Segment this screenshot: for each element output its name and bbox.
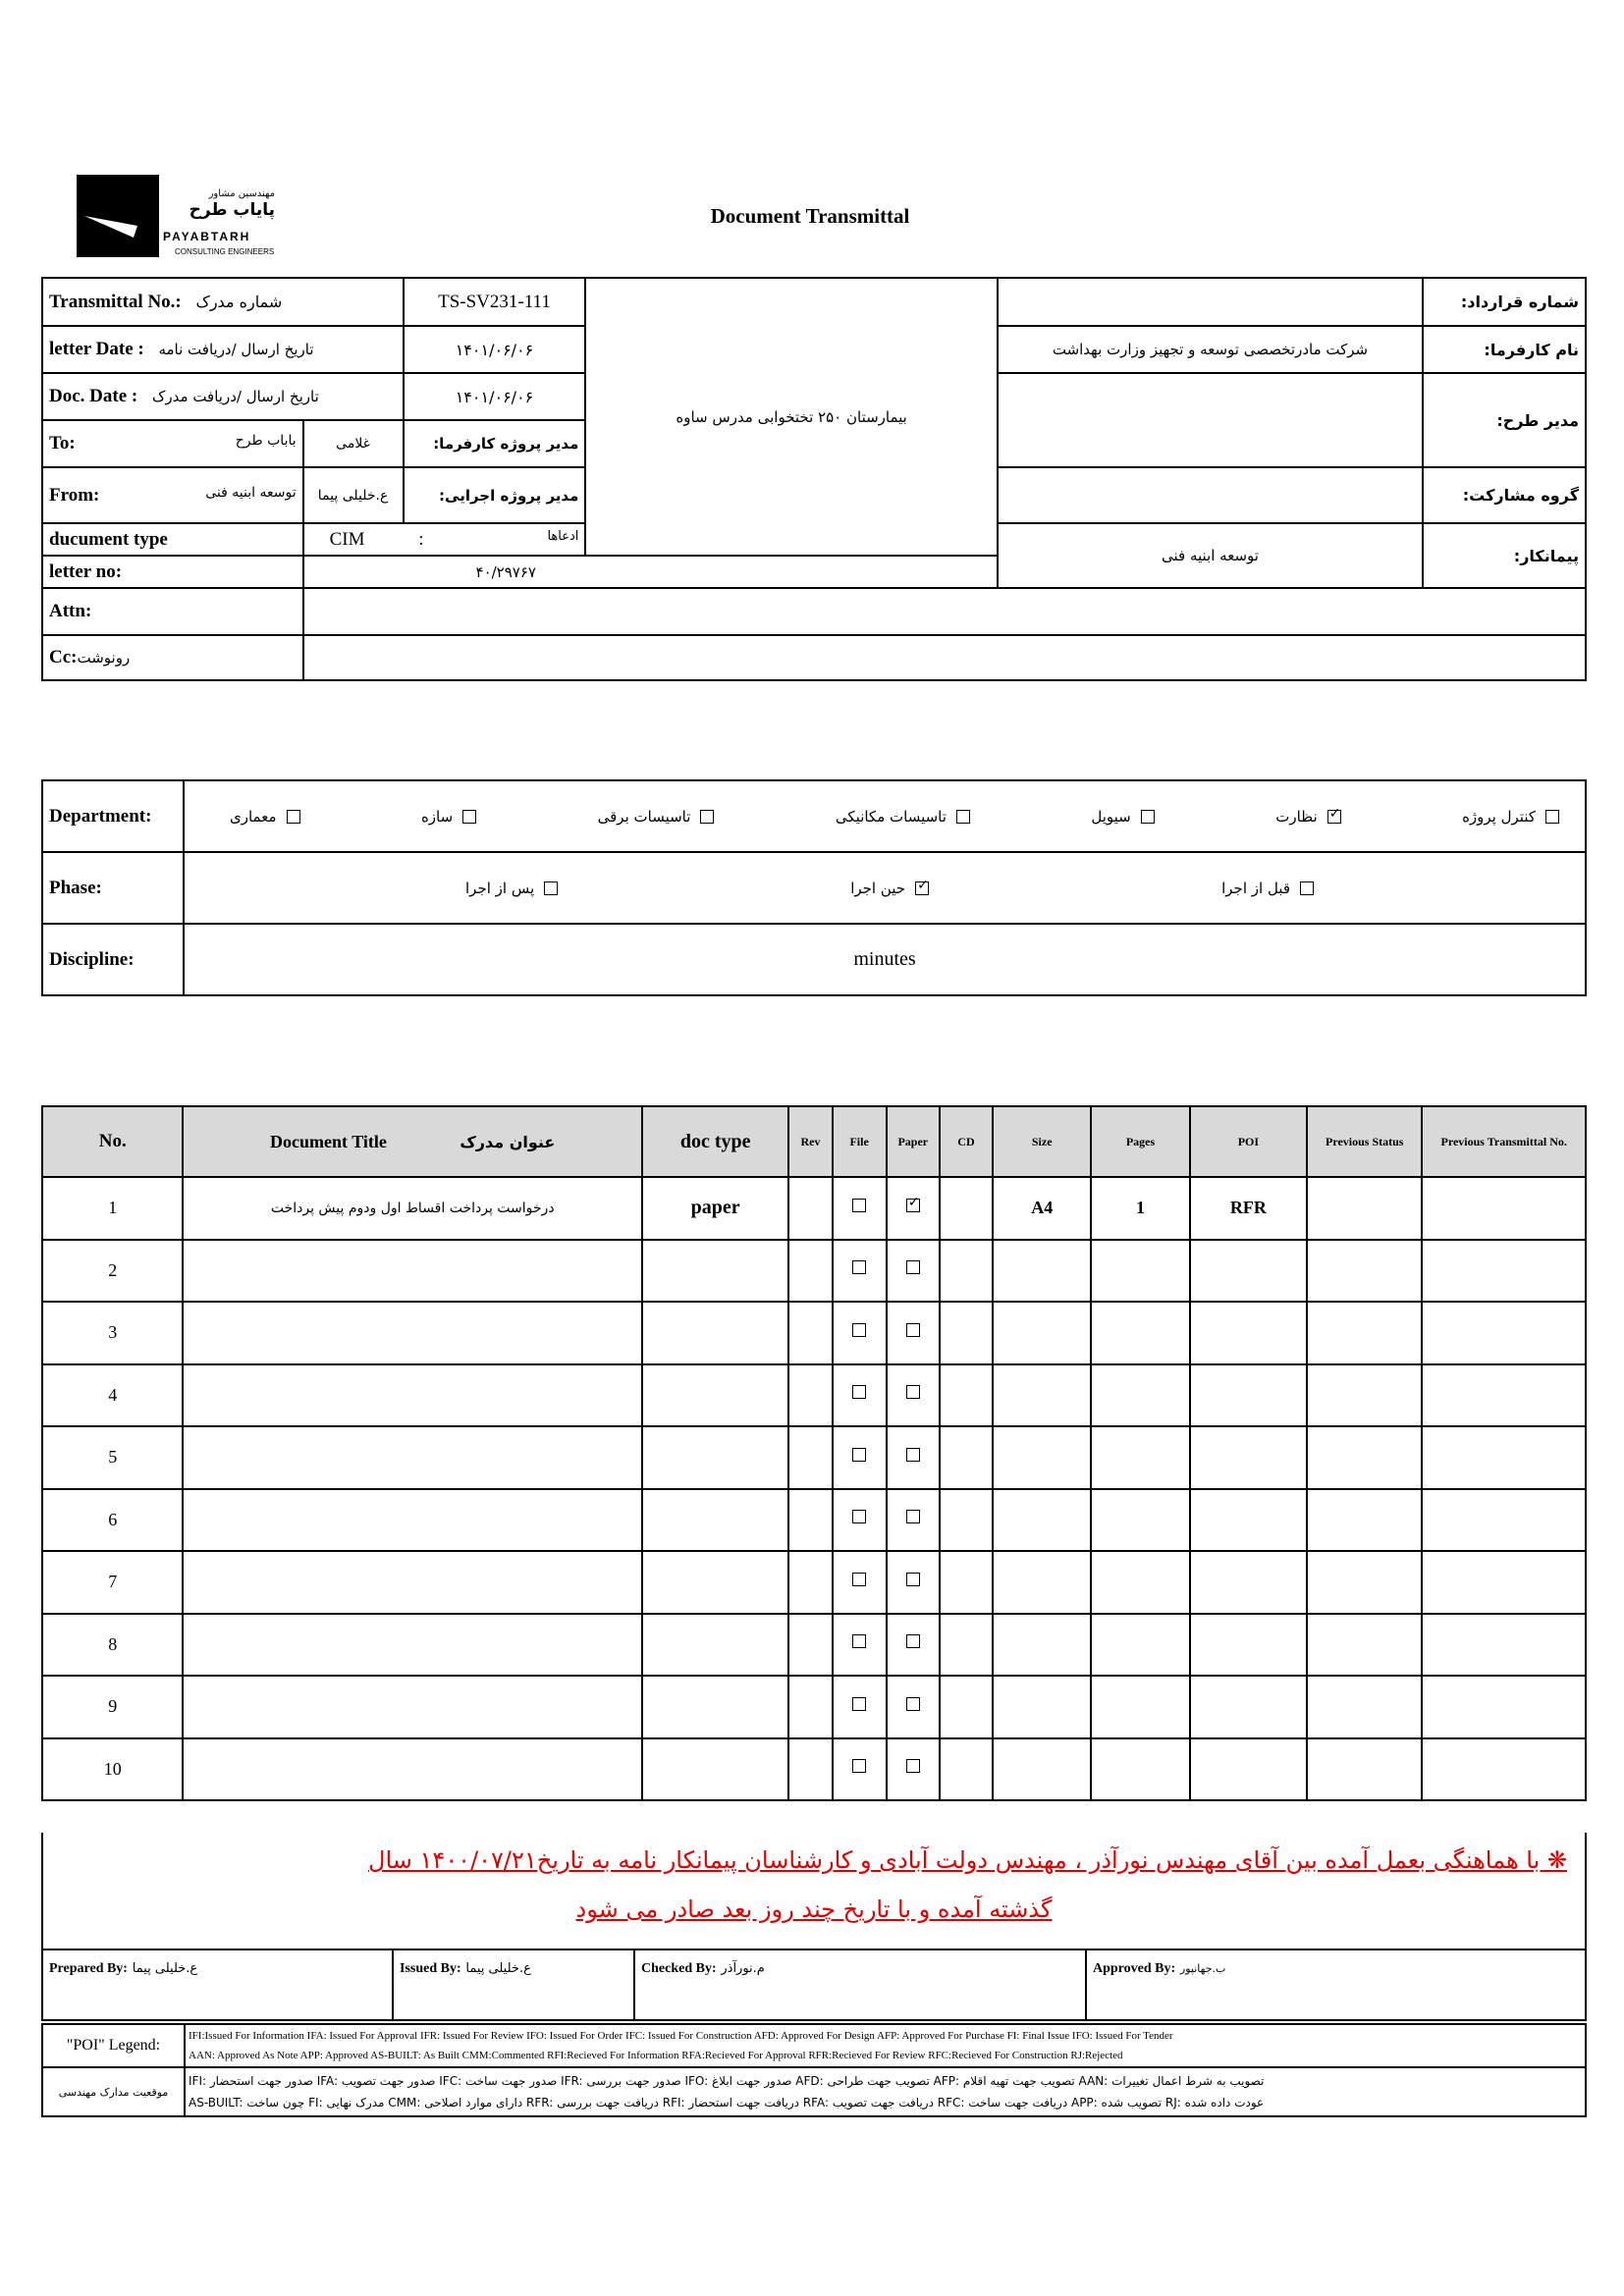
employer-label: نام کارفرما: [1423, 326, 1586, 373]
row-prev-transmittal [1422, 1614, 1586, 1677]
row-doc-type [642, 1738, 788, 1801]
approved-label: Approved By: [1093, 1961, 1176, 1976]
row-rev [788, 1551, 832, 1614]
row-cd [940, 1614, 993, 1677]
row-pages [1091, 1738, 1189, 1801]
row-no: 4 [42, 1364, 183, 1427]
col-size: Size [993, 1106, 1091, 1177]
row-title [183, 1240, 641, 1303]
contract-no-label: شماره قرارداد: [1423, 278, 1586, 326]
row-poi: RFR [1190, 1177, 1307, 1240]
transmittal-no-label-fa: شماره مدرک [195, 292, 283, 311]
phase-options [184, 852, 1586, 924]
row-poi [1190, 1551, 1307, 1614]
row-no: 8 [42, 1614, 183, 1677]
issued-value: ع.خلیلی پیما [465, 1961, 531, 1976]
row-doc-type [642, 1302, 788, 1364]
row-size [993, 1240, 1091, 1303]
col-title-fa: عنوان مدرک [460, 1132, 556, 1151]
phase-checkbox[interactable] [915, 881, 929, 895]
poi-legend-line-1: IFI:Issued For Information IFA: Issued For Approval IFR: Issued For Review IFO: Issued For Order IFC: Issued For Construction AFD: Approved For Design AFP: Approved For Purchase FI: Final Issue IFO: Issued For Tender [189, 2030, 1173, 2042]
file-checkbox[interactable] [852, 1199, 866, 1212]
row-file [833, 1302, 887, 1364]
row-doc-type: paper [642, 1177, 788, 1240]
company-logo [77, 175, 283, 263]
page-title: Document Transmittal [710, 204, 910, 228]
project-name: بیمارستان ۲۵۰ تختخوابی مدرس ساوه [585, 278, 997, 556]
cc-cell [42, 635, 303, 680]
phase-option[interactable] [850, 880, 929, 897]
row-prev-transmittal [1422, 1177, 1586, 1240]
paper-checkbox[interactable] [906, 1199, 920, 1212]
row-file [833, 1240, 887, 1303]
row-cd [940, 1302, 993, 1364]
letter-no-label: letter no: [42, 556, 303, 588]
table-row [42, 1302, 1586, 1364]
cc-label: Cc: [49, 647, 78, 667]
department-option-label: تاسیسات مکانیکی [835, 807, 947, 826]
row-size [993, 1738, 1091, 1801]
department-option[interactable] [230, 808, 300, 826]
phase-option-label: حین اجرا [850, 879, 906, 897]
letter-date-label-cell [42, 326, 404, 373]
row-no: 9 [42, 1676, 183, 1738]
from-label: From: [49, 484, 100, 506]
col-paper: Paper [887, 1106, 940, 1177]
department-checkbox[interactable] [1141, 810, 1155, 824]
file-checkbox[interactable] [852, 1260, 866, 1274]
row-cd [940, 1676, 993, 1738]
discipline-label: Discipline: [42, 924, 184, 995]
table-row [42, 1676, 1586, 1738]
doc-date-label-fa: تاریخ ارسال /دریافت مدرک [151, 388, 319, 405]
client-pm-value: غلامی [303, 420, 404, 467]
row-prev-status [1307, 1551, 1422, 1614]
department-option[interactable] [1275, 808, 1340, 826]
row-title [183, 1738, 641, 1801]
row-prev-status [1307, 1738, 1422, 1801]
row-rev [788, 1738, 832, 1801]
col-doc-type: doc type [642, 1106, 788, 1177]
row-pages [1091, 1426, 1189, 1489]
row-prev-status [1307, 1489, 1422, 1552]
file-checkbox[interactable] [852, 1573, 866, 1586]
row-prev-status [1307, 1240, 1422, 1303]
to-value: باباب طرح [235, 433, 297, 449]
row-doc-type [642, 1489, 788, 1552]
row-no: 1 [42, 1177, 183, 1240]
row-paper [887, 1302, 940, 1364]
department-options [184, 780, 1586, 852]
department-checkbox[interactable] [700, 810, 714, 824]
checked-by [634, 1949, 1086, 2020]
prepared-by [42, 1949, 393, 2020]
row-poi [1190, 1489, 1307, 1552]
prepared-value: ع.خلیلی پیما [132, 1961, 198, 1976]
transmittal-no-label-cell [42, 278, 404, 326]
poi-legend-line-4: AS-BUILT: چون ساخت FI: مدرک نهایی CMM: دارای موارد اصلاحی RFR: دریافت جهت بررسی RFI: دریافت جهت استحضار RFA: دریافت جهت تصویب RFC: دریافت جهت ساخت APP: تصویب شده RJ: عودت داده شده [189, 2096, 1265, 2109]
note-line-1: ❋ با هماهنگی بعمل آمده بین آقای مهندس نورآذر ، مهندس دولت آبادی و کارشناسان پیمانکار نامه به تاریخ۱۴۰۰/۰۷/۲۱ سال [368, 1846, 1567, 1874]
department-option-label: تاسیسات برقی [597, 807, 691, 826]
checked-value: م.نورآذر [721, 1961, 765, 1976]
row-paper [887, 1551, 940, 1614]
row-size [993, 1551, 1091, 1614]
row-pages [1091, 1614, 1189, 1677]
row-prev-status [1307, 1364, 1422, 1427]
attn-label: Attn: [42, 588, 303, 635]
row-file [833, 1551, 887, 1614]
paper-checkbox[interactable] [906, 1448, 920, 1462]
department-option-label: سیویل [1091, 807, 1131, 826]
row-prev-transmittal [1422, 1551, 1586, 1614]
department-checkbox[interactable] [1545, 810, 1559, 824]
row-rev [788, 1614, 832, 1677]
header-table [41, 277, 1587, 681]
row-pages: 1 [1091, 1177, 1189, 1240]
row-prev-status [1307, 1177, 1422, 1240]
row-size [993, 1426, 1091, 1489]
row-no: 3 [42, 1302, 183, 1364]
contract-no-value [998, 278, 1423, 326]
row-no: 6 [42, 1489, 183, 1552]
file-checkbox[interactable] [852, 1759, 866, 1773]
designer-value [998, 373, 1423, 467]
col-pages: Pages [1091, 1106, 1189, 1177]
department-option[interactable] [598, 808, 715, 826]
phase-option-label: قبل از اجرا [1221, 879, 1290, 897]
row-paper [887, 1489, 940, 1552]
doc-type-label: ducument type [42, 523, 303, 556]
row-pages [1091, 1489, 1189, 1552]
row-rev [788, 1177, 832, 1240]
employer-value: شرکت مادرتخصصی توسعه و تجهیز وزارت بهداشت [998, 326, 1423, 373]
table-row [42, 1489, 1586, 1552]
phase-label: Phase: [42, 852, 184, 924]
table-row [42, 1614, 1586, 1677]
issued-label: Issued By: [400, 1961, 461, 1976]
phase-option-label: پس از اجرا [465, 879, 535, 897]
row-prev-status [1307, 1676, 1422, 1738]
logo-company-fa: مهندسین مشاور [208, 188, 275, 199]
doc-date-label: Doc. Date : [49, 386, 138, 406]
row-rev [788, 1676, 832, 1738]
row-cd [940, 1426, 993, 1489]
paper-checkbox[interactable] [906, 1260, 920, 1274]
row-cd [940, 1738, 993, 1801]
row-cd [940, 1551, 993, 1614]
row-title [183, 1426, 641, 1489]
letter-date-label: letter Date : [49, 339, 144, 359]
row-poi [1190, 1426, 1307, 1489]
paper-checkbox[interactable] [906, 1385, 920, 1399]
row-paper [887, 1177, 940, 1240]
partnership-value [998, 467, 1423, 523]
row-title [183, 1302, 641, 1364]
row-poi [1190, 1676, 1307, 1738]
phase-option[interactable] [1221, 880, 1314, 897]
file-checkbox[interactable] [852, 1510, 866, 1523]
row-size [993, 1614, 1091, 1677]
col-prev-transmittal: Previous Transmittal No. [1422, 1106, 1586, 1177]
approved-by [1086, 1949, 1586, 2020]
col-cd: CD [940, 1106, 993, 1177]
doc-type-value-cell [303, 523, 586, 556]
doc-type-colon: : [418, 528, 424, 550]
letter-date-label-fa: تاریخ ارسال /دریافت نامه [158, 341, 314, 358]
department-option-label: سازه [420, 807, 454, 826]
file-checkbox[interactable] [852, 1385, 866, 1399]
row-pages [1091, 1551, 1189, 1614]
classification-table [41, 779, 1587, 996]
row-cd [940, 1177, 993, 1240]
col-poi: POI [1190, 1106, 1307, 1177]
row-paper [887, 1738, 940, 1801]
logo-tagline: CONSULTING ENGINEERS [175, 247, 275, 256]
note-line-2: گذشته آمده و با تاریخ چند روز بعد صادر می شود [575, 1896, 1053, 1923]
poi-legend-fa [185, 2067, 1586, 2116]
row-rev [788, 1240, 832, 1303]
logo-mark [77, 175, 159, 257]
phase-option[interactable] [465, 880, 558, 897]
department-checkbox[interactable] [956, 810, 970, 824]
note-box [41, 1833, 1587, 1949]
row-prev-status [1307, 1614, 1422, 1677]
row-file [833, 1177, 887, 1240]
transmittal-no-value: TS-SV231-111 [404, 278, 586, 326]
logo-name-fa: پایاب طرح [189, 200, 275, 220]
row-title [183, 1551, 641, 1614]
contractor-label: پیمانکار: [1423, 523, 1586, 588]
checked-label: Checked By: [641, 1961, 717, 1976]
row-rev [788, 1426, 832, 1489]
row-title: درخواست پرداخت اقساط اول ودوم پیش پرداخت [183, 1177, 641, 1240]
status-label: موقعیت مدارک مهندسی [42, 2067, 185, 2116]
row-size [993, 1676, 1091, 1738]
row-prev-transmittal [1422, 1426, 1586, 1489]
row-no: 10 [42, 1738, 183, 1801]
doc-date-label-cell [42, 373, 404, 420]
poi-legend-line-3: IFI: صدور جهت استحضار IFA: صدور جهت تصویب IFC: صدور جهت ساخت IFR: صدور جهت بررسی IFO: صدور جهت ابلاغ AFD: تصویب جهت طراحی AFP: تصویب جهت تهیه اقلام AAN: تصویب به شرط اعمال تغییرات [189, 2074, 1265, 2088]
row-paper [887, 1240, 940, 1303]
table-row [42, 1364, 1586, 1427]
row-size [993, 1302, 1091, 1364]
signatures-table [41, 1949, 1587, 2021]
poi-legend-en [185, 2024, 1586, 2067]
file-checkbox[interactable] [852, 1323, 866, 1337]
exec-pm-label: مدیر پروژه اجرایی: [404, 467, 586, 523]
transmittal-no-label: Transmittal No.: [49, 291, 182, 312]
department-option[interactable] [1091, 808, 1154, 826]
row-prev-transmittal [1422, 1676, 1586, 1738]
row-file [833, 1364, 887, 1427]
row-file [833, 1738, 887, 1801]
row-cd [940, 1489, 993, 1552]
file-checkbox[interactable] [852, 1448, 866, 1462]
row-pages [1091, 1240, 1189, 1303]
row-rev [788, 1302, 832, 1364]
doc-type-fa: ادعاها [547, 528, 579, 544]
row-rev [788, 1364, 832, 1427]
row-doc-type [642, 1676, 788, 1738]
row-prev-status [1307, 1426, 1422, 1489]
department-option-label: معماری [230, 807, 277, 826]
discipline-value: minutes [184, 924, 1586, 995]
row-pages [1091, 1302, 1189, 1364]
row-doc-type [642, 1240, 788, 1303]
table-row [42, 1240, 1586, 1303]
row-rev [788, 1489, 832, 1552]
documents-table [41, 1105, 1587, 1801]
row-prev-transmittal [1422, 1302, 1586, 1364]
file-checkbox[interactable] [852, 1697, 866, 1711]
table-row [42, 1426, 1586, 1489]
row-file [833, 1676, 887, 1738]
row-paper [887, 1364, 940, 1427]
row-paper [887, 1426, 940, 1489]
poi-legend-label: "POI" Legend: [42, 2024, 185, 2067]
poi-legend-table [41, 2023, 1587, 2117]
doc-type-value: CIM [329, 528, 365, 550]
row-no: 2 [42, 1240, 183, 1303]
logo-name-en: PAYABTARH [163, 230, 251, 243]
doc-date-value: ۱۴۰۱/۰۶/۰۶ [404, 373, 586, 420]
issued-by [393, 1949, 634, 2020]
prepared-label: Prepared By: [49, 1961, 128, 1976]
to-label: To: [49, 433, 76, 454]
row-doc-type [642, 1614, 788, 1677]
department-label: Department: [42, 780, 184, 852]
letter-date-value: ۱۴۰۱/۰۶/۰۶ [404, 326, 586, 373]
department-option[interactable] [836, 808, 970, 826]
designer-label: مدیر طرح: [1423, 373, 1586, 467]
table-row [42, 1177, 1586, 1240]
row-poi [1190, 1240, 1307, 1303]
department-option-label: کنترل پروژه [1462, 807, 1536, 826]
paper-checkbox[interactable] [906, 1634, 920, 1648]
cc-value [303, 635, 1586, 680]
row-poi [1190, 1364, 1307, 1427]
paper-checkbox[interactable] [906, 1573, 920, 1586]
poi-legend-line-2: AAN: Approved As Note APP: Approved AS-BUILT: As Built CMM:Commented RFI:Recieved For Information RFA:Recieved For Approval RFR:Recieved For Review RFC:Recieved For Construction RJ:Rejected [189, 2050, 1123, 2061]
col-rev: Rev [788, 1106, 832, 1177]
row-poi [1190, 1302, 1307, 1364]
row-prev-transmittal [1422, 1738, 1586, 1801]
paper-checkbox[interactable] [906, 1510, 920, 1523]
phase-checkbox[interactable] [1300, 881, 1314, 895]
row-title [183, 1489, 641, 1552]
row-paper [887, 1614, 940, 1677]
client-pm-label: مدیر پروژه کارفرما: [404, 420, 586, 467]
col-title [183, 1106, 641, 1177]
row-title [183, 1364, 641, 1427]
from-cell [42, 467, 303, 523]
department-option-label: نظارت [1275, 807, 1318, 826]
row-paper [887, 1676, 940, 1738]
partnership-label: گروه مشارکت: [1423, 467, 1586, 523]
paper-checkbox[interactable] [906, 1697, 920, 1711]
paper-checkbox[interactable] [906, 1759, 920, 1773]
row-doc-type [642, 1364, 788, 1427]
col-no: No. [42, 1106, 183, 1177]
row-size [993, 1364, 1091, 1427]
row-doc-type [642, 1551, 788, 1614]
department-option[interactable] [1462, 808, 1559, 826]
row-size [993, 1489, 1091, 1552]
approved-value: ب.جهانپور [1179, 1962, 1226, 1975]
col-title-en: Document Title [270, 1131, 387, 1151]
exec-pm-value: ع.خلیلی پیما [303, 467, 404, 523]
row-no: 7 [42, 1551, 183, 1614]
attn-value [303, 588, 1586, 635]
col-prev-status: Previous Status [1307, 1106, 1422, 1177]
row-pages [1091, 1676, 1189, 1738]
row-prev-status [1307, 1302, 1422, 1364]
row-size: A4 [993, 1177, 1091, 1240]
row-file [833, 1489, 887, 1552]
row-prev-transmittal [1422, 1240, 1586, 1303]
row-file [833, 1426, 887, 1489]
paper-checkbox[interactable] [906, 1323, 920, 1337]
row-file [833, 1614, 887, 1677]
row-cd [940, 1240, 993, 1303]
row-poi [1190, 1738, 1307, 1801]
row-prev-transmittal [1422, 1364, 1586, 1427]
letter-no-value: ۴۰/۲۹۷۶۷ [303, 556, 998, 588]
row-no: 5 [42, 1426, 183, 1489]
row-prev-transmittal [1422, 1489, 1586, 1552]
phase-checkbox[interactable] [544, 881, 558, 895]
to-cell [42, 420, 303, 467]
row-pages [1091, 1364, 1189, 1427]
cc-label-fa: رونوشت [77, 649, 131, 667]
department-option[interactable] [421, 808, 476, 826]
row-title [183, 1614, 641, 1677]
col-file: File [833, 1106, 887, 1177]
department-checkbox[interactable] [462, 810, 476, 824]
contractor-value: توسعه ابنیه فنی [998, 523, 1423, 588]
department-checkbox[interactable] [287, 810, 300, 824]
row-title [183, 1676, 641, 1738]
row-poi [1190, 1614, 1307, 1677]
table-row [42, 1738, 1586, 1801]
row-cd [940, 1364, 993, 1427]
department-checkbox[interactable] [1327, 810, 1341, 824]
row-doc-type [642, 1426, 788, 1489]
from-value: توسعه ابنیه فنی [205, 484, 297, 501]
table-row [42, 1551, 1586, 1614]
file-checkbox[interactable] [852, 1634, 866, 1648]
